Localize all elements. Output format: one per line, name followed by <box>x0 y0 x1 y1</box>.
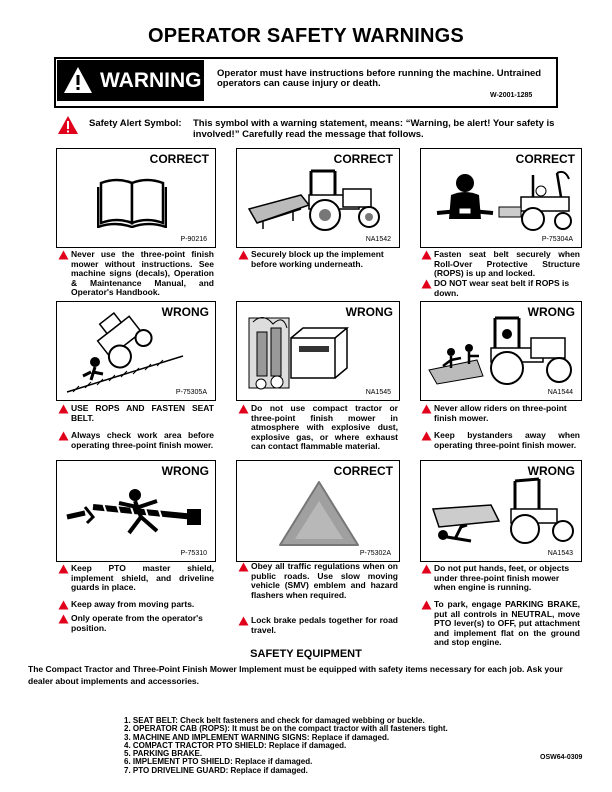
section-title: SAFETY EQUIPMENT <box>250 648 362 660</box>
panel-explosive-atmosphere <box>236 301 400 401</box>
panel-code: P-75310 <box>180 550 207 557</box>
caption-block <box>421 431 580 450</box>
list-item: 1. SEAT BELT: Check belt fasteners and check for damaged webbing or buckle. <box>124 716 425 725</box>
safety-alert-icon <box>238 404 249 414</box>
caption-block <box>238 404 398 452</box>
seat-belt-rops-icon <box>429 167 575 233</box>
panel-block-implement <box>236 148 400 248</box>
list-item: 2. OPERATOR CAB (ROPS): It must be on the compact tractor with all fasteners tight. <box>124 724 448 734</box>
panel-code: P-75302A <box>359 550 391 557</box>
safety-alert-icon <box>238 562 249 572</box>
panel-riders <box>420 301 582 401</box>
panel-tag: CORRECT <box>333 152 393 166</box>
panel-seat-belt <box>420 148 582 248</box>
riders-on-mower-icon <box>427 314 577 390</box>
caption-block <box>238 616 398 635</box>
panel-code: P-90216 <box>180 236 207 243</box>
warning-triangle-icon <box>63 66 93 94</box>
panel-tag: WRONG <box>161 464 209 478</box>
panel-tag: WRONG <box>527 464 575 478</box>
caption-text: Keep away from moving parts. <box>71 599 195 609</box>
caption-text: Never use the three-point finish mower without instructions. See machine signs (decals), Operation & Maintenance Manual, and Operator's Handbook. <box>71 249 214 297</box>
panel-hands-under-mower <box>420 460 582 562</box>
equipment-list <box>124 717 448 775</box>
caption-block <box>421 250 580 279</box>
safety-alert-text: This symbol with a warning statement, means: “Warning, be alert! Your safety is involved!” Carefully read the message that follows. <box>193 118 555 140</box>
tractor-rollover-icon <box>65 310 185 394</box>
warning-text: Operator must have instructions before running the machine. Untrained operators can cause injury or death. <box>217 68 542 89</box>
caption-block <box>421 279 580 298</box>
list-item: 6. IMPLEMENT PTO SHIELD: Replace if damaged. <box>124 757 313 767</box>
panel-read-manual <box>56 148 216 248</box>
safety-alert-icon <box>238 250 249 260</box>
caption-text: DO NOT wear seat belt if ROPS is down. <box>434 278 570 298</box>
safety-alert-icon <box>421 404 432 414</box>
list-item: 4. COMPACT TRACTOR PTO SHIELD: Replace if damaged. <box>124 740 347 750</box>
caption-block <box>421 600 580 648</box>
caption-text: Lock brake pedals together for road travel. <box>251 615 398 635</box>
safety-alert-icon <box>58 614 69 624</box>
pto-entanglement-icon <box>63 483 209 543</box>
safety-alert-icon <box>421 431 432 441</box>
caption-block <box>58 564 214 593</box>
safety-alert-icon <box>421 279 432 289</box>
panel-tag: WRONG <box>527 305 575 319</box>
safety-alert-icon <box>57 115 79 135</box>
panel-code: NA1543 <box>547 550 573 557</box>
caption-text: Only operate from the operator's position. <box>71 613 203 633</box>
caption-block <box>58 250 214 298</box>
caption-text: Obey all traffic regulations when on public roads. Use slow moving vehicle (SMV) emblem and hazard flashers when required. <box>251 561 398 600</box>
caption-text: Securely block up the implement before working underneath. <box>251 249 384 269</box>
caption-text: Do not use compact tractor or three-point finish mower in atmosphere with explosive dust, explosive gas, or where exhaust can contact flammable material. <box>251 403 398 451</box>
page-title: OPERATOR SAFETY WARNINGS <box>148 25 464 47</box>
panel-code: NA1542 <box>365 236 391 243</box>
smv-emblem-icon <box>277 479 361 549</box>
safety-alert-icon <box>421 250 432 260</box>
caption-block <box>58 431 214 450</box>
caption-block <box>58 614 214 633</box>
panel-tag: CORRECT <box>149 152 209 166</box>
caption-text: Keep PTO master shield, implement shield, and driveline guards in place. <box>71 563 214 592</box>
panel-pto <box>56 460 216 562</box>
caption-block <box>238 250 398 269</box>
panel-tag: CORRECT <box>333 464 393 478</box>
list-item: 5. PARKING BRAKE. <box>124 749 203 759</box>
panel-code: NA1544 <box>547 389 573 396</box>
panel-code: P-75304A <box>541 236 573 243</box>
safety-alert-label: Safety Alert Symbol: <box>89 118 182 129</box>
safety-alert-icon <box>58 404 69 414</box>
caption-block <box>238 562 398 600</box>
safety-alert-icon <box>58 250 69 260</box>
list-item: 3. MACHINE AND IMPLEMENT WARNING SIGNS: Replace if damaged. <box>124 732 390 742</box>
safety-alert-icon <box>58 564 69 574</box>
panel-code: P-75305A <box>175 389 207 396</box>
caption-text: Never allow riders on three-point finish mower. <box>434 403 567 423</box>
panel-tag: WRONG <box>161 305 209 319</box>
caption-block <box>58 600 214 610</box>
tractor-with-mower-icon <box>243 165 393 233</box>
safety-alert-icon <box>58 431 69 441</box>
panel-smv <box>236 460 400 562</box>
safety-alert-icon <box>58 600 69 610</box>
explosive-atmosphere-icon <box>243 308 353 396</box>
caption-text: Keep bystanders away when operating three-point finish mower. <box>434 430 580 450</box>
caption-block <box>421 404 580 423</box>
caption-text: To park, engage PARKING BRAKE, put all controls in NEUTRAL, move PTO lever(s) to OFF, put attachment and implement flat on the ground and stop engine. <box>434 599 580 647</box>
footer-code: OSW64-0309 <box>540 754 583 761</box>
hands-under-mower-icon <box>427 475 577 547</box>
warning-code: W-2001-1285 <box>490 92 533 99</box>
panel-tag: CORRECT <box>515 152 575 166</box>
warning-label-box <box>57 60 204 101</box>
caption-text: USE ROPS AND FASTEN SEAT BELT. <box>71 403 214 423</box>
book-icon <box>97 173 167 228</box>
caption-text: Always check work area before operating three-point finish mower. <box>71 430 214 450</box>
warning-word: WARNING <box>100 69 202 92</box>
caption-text: Fasten seat belt securely when Roll-Over Protective Structure (ROPS) is up and locked. <box>434 249 580 278</box>
caption-block <box>58 404 214 423</box>
safety-alert-icon <box>421 600 432 610</box>
panel-code: NA1545 <box>365 389 391 396</box>
list-item: 7. PTO DRIVELINE GUARD: Replace if damaged. <box>124 765 308 775</box>
safety-alert-icon <box>421 564 432 574</box>
caption-block <box>421 564 580 593</box>
safety-alert-icon <box>238 616 249 626</box>
caption-text: Do not put hands, feet, or objects under three-point finish mower when engine is running. <box>434 563 570 592</box>
equipment-intro: The Compact Tractor and Three-Point Finish Mower Implement must be equipped with safety items necessary for each job. Ask your dealer about implements and accessories. <box>28 664 563 686</box>
panel-tag: WRONG <box>345 305 393 319</box>
panel-rollover <box>56 301 216 401</box>
